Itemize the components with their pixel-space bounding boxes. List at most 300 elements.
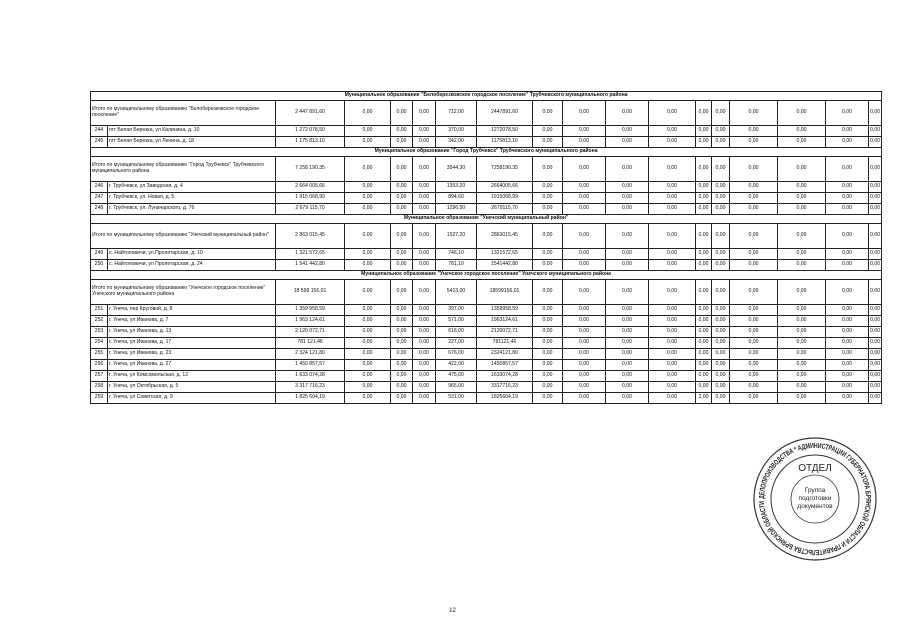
- value-cell: 3 317 716,23: [276, 382, 345, 393]
- value-cell: 531,00: [436, 393, 477, 404]
- value-cell: 0,00: [712, 371, 730, 382]
- row-number: 248: [91, 204, 108, 215]
- value-cell: 0,00: [730, 305, 778, 316]
- total-value-cell: 0,00: [696, 280, 712, 305]
- total-value-cell: 0,00: [649, 224, 696, 249]
- total-value-cell: 0,00: [712, 101, 730, 126]
- total-value-cell: 0,00: [413, 157, 436, 182]
- value-cell: 781 121,46: [276, 338, 345, 349]
- value-cell: 0,00: [696, 360, 712, 371]
- value-cell: 0,00: [563, 338, 606, 349]
- value-cell: 0,00: [826, 327, 869, 338]
- value-cell: 0,00: [712, 338, 730, 349]
- table-row: [91, 382, 882, 393]
- value-cell: 1 915 068,99: [276, 193, 345, 204]
- total-value-cell: 0,00: [778, 280, 826, 305]
- value-cell: 0,00: [778, 182, 826, 193]
- row-number: 247: [91, 193, 108, 204]
- value-cell: 0,00: [778, 327, 826, 338]
- value-cell: 0,00: [563, 349, 606, 360]
- stamp-top-text: ОТДЕЛ: [798, 463, 832, 474]
- value-cell: 0,00: [649, 182, 696, 193]
- value-cell: 0,00: [413, 193, 436, 204]
- value-cell: 0,00: [391, 126, 413, 137]
- value-cell: 0,00: [712, 137, 730, 148]
- stamp-inner-line: документов: [797, 503, 833, 510]
- row-number: 253: [91, 327, 108, 338]
- value-cell: 0,00: [391, 305, 413, 316]
- value-cell: 0,00: [606, 137, 649, 148]
- row-number: 257: [91, 371, 108, 382]
- value-cell: 965,00: [436, 382, 477, 393]
- total-value-cell: 0,00: [533, 101, 563, 126]
- value-cell: 3317716,23: [477, 382, 533, 393]
- value-cell: 397,00: [436, 305, 477, 316]
- total-value-cell: 0,00: [649, 157, 696, 182]
- value-cell: 0,00: [826, 338, 869, 349]
- value-cell: 0,00: [391, 338, 413, 349]
- value-cell: 0,00: [413, 182, 436, 193]
- address-cell: г. Унеча, ул Иванова, д. 17: [108, 338, 276, 349]
- value-cell: 1359958,59: [477, 305, 533, 316]
- value-cell: 0,00: [606, 182, 649, 193]
- value-cell: 0,00: [649, 204, 696, 215]
- value-cell: 0,00: [345, 360, 391, 371]
- value-cell: 0,00: [606, 204, 649, 215]
- value-cell: 1 175 813,10: [276, 137, 345, 148]
- value-cell: 0,00: [869, 316, 882, 327]
- value-cell: 0,00: [413, 316, 436, 327]
- address-cell: пгт Белая Березка, ул Калинина, д. 10: [108, 126, 276, 137]
- section-header-row: [91, 92, 882, 101]
- value-cell: 0,00: [826, 260, 869, 271]
- value-cell: 1915068,99: [477, 193, 533, 204]
- value-cell: 0,00: [533, 260, 563, 271]
- value-cell: 0,00: [778, 393, 826, 404]
- document-table: [90, 91, 882, 404]
- value-cell: 0,00: [606, 382, 649, 393]
- value-cell: 0,00: [826, 193, 869, 204]
- value-cell: 0,00: [696, 126, 712, 137]
- value-cell: 0,00: [826, 182, 869, 193]
- value-cell: 0,00: [533, 371, 563, 382]
- value-cell: 0,00: [869, 327, 882, 338]
- table-row: [91, 349, 882, 360]
- value-cell: 0,00: [826, 305, 869, 316]
- value-cell: 0,00: [712, 249, 730, 260]
- value-cell: 0,00: [712, 360, 730, 371]
- table-row: [91, 204, 882, 215]
- value-cell: 1 359 958,59: [276, 305, 345, 316]
- total-value-cell: 7 258 190,35: [276, 157, 345, 182]
- value-cell: 0,00: [413, 338, 436, 349]
- address-cell: г. Унеча, ул Иванова, д. 7: [108, 316, 276, 327]
- total-value-cell: 2447891,60: [477, 101, 533, 126]
- total-value-cell: 0,00: [696, 224, 712, 249]
- value-cell: 1 633 074,28: [276, 371, 345, 382]
- value-cell: 0,00: [869, 249, 882, 260]
- value-cell: 0,00: [606, 316, 649, 327]
- value-cell: 0,00: [391, 204, 413, 215]
- value-cell: 0,00: [826, 360, 869, 371]
- total-value-cell: 0,00: [391, 224, 413, 249]
- page-number: 12: [449, 608, 456, 614]
- value-cell: 0,00: [730, 126, 778, 137]
- table-row: [91, 327, 882, 338]
- row-number: 250: [91, 260, 108, 271]
- value-cell: 0,00: [826, 393, 869, 404]
- value-cell: 0,00: [696, 204, 712, 215]
- value-cell: 1296,50: [436, 204, 477, 215]
- value-cell: 0,00: [649, 382, 696, 393]
- value-cell: 0,00: [533, 382, 563, 393]
- value-cell: 0,00: [533, 204, 563, 215]
- value-cell: 0,00: [391, 260, 413, 271]
- value-cell: 0,00: [563, 193, 606, 204]
- total-value-cell: 0,00: [712, 157, 730, 182]
- value-cell: 0,00: [696, 182, 712, 193]
- table-row: [91, 305, 882, 316]
- value-cell: 1 825 604,19: [276, 393, 345, 404]
- value-cell: 0,00: [730, 371, 778, 382]
- total-value-cell: 0,00: [869, 101, 882, 126]
- total-value-cell: 2863015,45: [477, 224, 533, 249]
- department-stamp: [752, 436, 878, 562]
- value-cell: 0,00: [712, 193, 730, 204]
- value-cell: 0,00: [869, 382, 882, 393]
- value-cell: 0,00: [778, 371, 826, 382]
- table-row: [91, 338, 882, 349]
- total-label: Итого по муниципальному образованию "Город Трубчевск" Трубчевского муниципального района: [91, 157, 276, 182]
- value-cell: 0,00: [869, 193, 882, 204]
- value-cell: 0,00: [730, 260, 778, 271]
- value-cell: 0,00: [730, 204, 778, 215]
- value-cell: 0,00: [778, 316, 826, 327]
- value-cell: 0,00: [563, 126, 606, 137]
- value-cell: 0,00: [869, 349, 882, 360]
- value-cell: 0,00: [563, 382, 606, 393]
- total-value-cell: 0,00: [563, 224, 606, 249]
- value-cell: 0,00: [606, 126, 649, 137]
- stamp-inner-line: Группа: [804, 487, 826, 494]
- value-cell: 0,00: [730, 338, 778, 349]
- total-value-cell: 0,00: [345, 224, 391, 249]
- value-cell: 0,00: [826, 371, 869, 382]
- value-cell: 0,00: [826, 137, 869, 148]
- value-cell: 0,00: [533, 327, 563, 338]
- value-cell: 0,00: [391, 393, 413, 404]
- section-total-row: [91, 157, 882, 182]
- value-cell: 0,00: [563, 371, 606, 382]
- total-value-cell: 0,00: [345, 157, 391, 182]
- value-cell: 0,00: [606, 249, 649, 260]
- section-total-row: [91, 224, 882, 249]
- value-cell: 0,00: [649, 126, 696, 137]
- value-cell: 0,00: [696, 371, 712, 382]
- value-cell: 0,00: [345, 204, 391, 215]
- table-row: [91, 260, 882, 271]
- value-cell: 0,00: [869, 371, 882, 382]
- value-cell: 676,00: [436, 349, 477, 360]
- value-cell: 0,00: [606, 260, 649, 271]
- value-cell: 0,00: [563, 137, 606, 148]
- value-cell: 0,00: [391, 137, 413, 148]
- value-cell: 0,00: [649, 193, 696, 204]
- total-value-cell: 18 599 156,01: [276, 280, 345, 305]
- value-cell: 781121,46: [477, 338, 533, 349]
- address-cell: г. Унеча, ул Иванова, д. 27: [108, 360, 276, 371]
- value-cell: 0,00: [778, 349, 826, 360]
- value-cell: 0,00: [696, 349, 712, 360]
- value-cell: 571,00: [436, 316, 477, 327]
- address-cell: г. Трубчевск, ул Заводская, д. 4: [108, 182, 276, 193]
- total-value-cell: 0,00: [391, 280, 413, 305]
- value-cell: 0,00: [413, 126, 436, 137]
- value-cell: 0,00: [778, 305, 826, 316]
- total-label: Итого по муниципальному образованию "Унечское городское поселение" Унечского муниципального района: [91, 280, 276, 305]
- total-value-cell: 0,00: [730, 280, 778, 305]
- address-cell: г. Трубчевск, ул. Луначарского, д. 76: [108, 204, 276, 215]
- value-cell: 0,00: [345, 327, 391, 338]
- value-cell: 0,00: [533, 137, 563, 148]
- table-row: [91, 393, 882, 404]
- value-cell: 0,00: [778, 382, 826, 393]
- table-row: [91, 126, 882, 137]
- value-cell: 0,00: [778, 249, 826, 260]
- value-cell: 0,00: [696, 137, 712, 148]
- total-value-cell: 0,00: [649, 101, 696, 126]
- total-value-cell: 0,00: [869, 280, 882, 305]
- row-number: 256: [91, 360, 108, 371]
- row-number: 255: [91, 349, 108, 360]
- value-cell: 227,00: [436, 338, 477, 349]
- address-cell: г. Унеча, ул Октябрьская, д. 5: [108, 382, 276, 393]
- value-cell: 1963124,61: [477, 316, 533, 327]
- total-label: Итого по муниципальному образованию "Унечский муниципальный район": [91, 224, 276, 249]
- value-cell: 0,00: [413, 327, 436, 338]
- value-cell: 1175813,10: [477, 137, 533, 148]
- value-cell: 2 664 005,66: [276, 182, 345, 193]
- value-cell: 0,00: [869, 137, 882, 148]
- value-cell: 0,00: [413, 305, 436, 316]
- value-cell: 0,00: [730, 349, 778, 360]
- address-cell: г. Унеча, ул Иванова, д. 23: [108, 349, 276, 360]
- value-cell: 0,00: [712, 126, 730, 137]
- value-cell: 0,00: [345, 338, 391, 349]
- value-cell: 0,00: [606, 393, 649, 404]
- value-cell: 0,00: [730, 182, 778, 193]
- value-cell: 781,10: [436, 260, 477, 271]
- value-cell: 0,00: [606, 360, 649, 371]
- section-header-row: [91, 148, 882, 157]
- value-cell: 0,00: [563, 260, 606, 271]
- value-cell: 0,00: [391, 182, 413, 193]
- value-cell: 0,00: [345, 382, 391, 393]
- total-value-cell: 0,00: [826, 224, 869, 249]
- address-cell: г. Унеча, ул Советская, д. 9: [108, 393, 276, 404]
- value-cell: 0,00: [345, 316, 391, 327]
- total-value-cell: 0,00: [696, 101, 712, 126]
- value-cell: 0,00: [649, 360, 696, 371]
- value-cell: 475,00: [436, 371, 477, 382]
- value-cell: 0,00: [712, 349, 730, 360]
- total-value-cell: 2 863 015,45: [276, 224, 345, 249]
- total-value-cell: 0,00: [413, 280, 436, 305]
- total-value-cell: 0,00: [606, 224, 649, 249]
- value-cell: 0,00: [533, 126, 563, 137]
- value-cell: 1450857,57: [477, 360, 533, 371]
- table-row: [91, 193, 882, 204]
- value-cell: 0,00: [696, 305, 712, 316]
- value-cell: 0,00: [712, 182, 730, 193]
- total-value-cell: 0,00: [391, 101, 413, 126]
- total-value-cell: 712,00: [436, 101, 477, 126]
- value-cell: 0,00: [606, 193, 649, 204]
- total-value-cell: 0,00: [778, 157, 826, 182]
- value-cell: 0,00: [869, 260, 882, 271]
- address-cell: с. Найтоповичи, ул Пролетарская, д. 24: [108, 260, 276, 271]
- value-cell: 0,00: [533, 316, 563, 327]
- value-cell: 0,00: [533, 193, 563, 204]
- total-value-cell: 0,00: [696, 157, 712, 182]
- section-total-row: [91, 280, 882, 305]
- value-cell: 1272078,50: [477, 126, 533, 137]
- section-title: Муниципальное образование "Унечский муниципальный район": [91, 215, 882, 224]
- value-cell: 0,00: [696, 316, 712, 327]
- value-cell: 0,00: [696, 260, 712, 271]
- value-cell: 1 272 078,50: [276, 126, 345, 137]
- value-cell: 0,00: [826, 204, 869, 215]
- table-row: [91, 249, 882, 260]
- value-cell: 0,00: [869, 182, 882, 193]
- value-cell: 1 963 124,61: [276, 316, 345, 327]
- value-cell: 0,00: [649, 260, 696, 271]
- value-cell: 0,00: [533, 349, 563, 360]
- stamp-inner-line: подготовки: [798, 495, 832, 502]
- total-value-cell: 0,00: [391, 157, 413, 182]
- value-cell: 0,00: [778, 137, 826, 148]
- value-cell: 0,00: [533, 338, 563, 349]
- value-cell: 0,00: [391, 371, 413, 382]
- total-value-cell: 0,00: [606, 280, 649, 305]
- value-cell: 0,00: [869, 360, 882, 371]
- value-cell: 0,00: [533, 249, 563, 260]
- total-value-cell: 0,00: [730, 157, 778, 182]
- total-value-cell: 0,00: [563, 280, 606, 305]
- section-header-row: [91, 271, 882, 280]
- value-cell: 0,00: [826, 249, 869, 260]
- value-cell: 2120072,71: [477, 327, 533, 338]
- value-cell: 0,00: [696, 338, 712, 349]
- value-cell: 0,00: [712, 204, 730, 215]
- value-cell: 0,00: [730, 249, 778, 260]
- value-cell: 0,00: [778, 338, 826, 349]
- value-cell: 0,00: [606, 338, 649, 349]
- total-value-cell: 0,00: [869, 157, 882, 182]
- total-value-cell: 0,00: [712, 280, 730, 305]
- value-cell: 0,00: [413, 260, 436, 271]
- row-number: 244: [91, 126, 108, 137]
- value-cell: 0,00: [391, 360, 413, 371]
- value-cell: 0,00: [391, 316, 413, 327]
- value-cell: 0,00: [345, 260, 391, 271]
- value-cell: 746,10: [436, 249, 477, 260]
- value-cell: 0,00: [413, 360, 436, 371]
- value-cell: 1825604,19: [477, 393, 533, 404]
- value-cell: 1633074,28: [477, 371, 533, 382]
- value-cell: 0,00: [826, 126, 869, 137]
- value-cell: 0,00: [649, 305, 696, 316]
- value-cell: 0,00: [413, 137, 436, 148]
- total-value-cell: 0,00: [606, 157, 649, 182]
- total-value-cell: 3544,30: [436, 157, 477, 182]
- value-cell: 0,00: [649, 327, 696, 338]
- value-cell: 0,00: [345, 349, 391, 360]
- value-cell: 0,00: [778, 193, 826, 204]
- value-cell: 0,00: [533, 182, 563, 193]
- value-cell: 2 679 115,70: [276, 204, 345, 215]
- value-cell: 0,00: [563, 393, 606, 404]
- value-cell: 0,00: [696, 382, 712, 393]
- value-cell: 1353,20: [436, 182, 477, 193]
- value-cell: 0,00: [563, 360, 606, 371]
- section-header-row: [91, 215, 882, 224]
- table-row: [91, 182, 882, 193]
- value-cell: 0,00: [826, 316, 869, 327]
- value-cell: 0,00: [778, 126, 826, 137]
- total-value-cell: 0,00: [606, 101, 649, 126]
- value-cell: 0,00: [826, 382, 869, 393]
- total-value-cell: 0,00: [826, 157, 869, 182]
- value-cell: 0,00: [391, 193, 413, 204]
- total-value-cell: 0,00: [778, 224, 826, 249]
- value-cell: 0,00: [778, 260, 826, 271]
- total-label: Итого по муниципальному образованию "Белоберезковское городское поселение": [91, 101, 276, 126]
- value-cell: 0,00: [345, 126, 391, 137]
- section-total-row: [91, 101, 882, 126]
- value-cell: 0,00: [391, 382, 413, 393]
- value-cell: 0,00: [712, 305, 730, 316]
- total-value-cell: 0,00: [345, 101, 391, 126]
- section-title: Муниципальное образование "Белоберезковское городское поселение" Трубчевского муниципального района: [91, 92, 882, 101]
- section-title: Муниципальное образование "Город Трубчевск" Трубчевского муниципального района: [91, 148, 882, 157]
- value-cell: 1 321 572,65: [276, 249, 345, 260]
- value-cell: 0,00: [712, 382, 730, 393]
- total-value-cell: 2 447 891,60: [276, 101, 345, 126]
- row-number: 252: [91, 316, 108, 327]
- total-value-cell: 0,00: [563, 101, 606, 126]
- total-value-cell: 1527,20: [436, 224, 477, 249]
- total-value-cell: 0,00: [533, 157, 563, 182]
- total-value-cell: 0,00: [826, 280, 869, 305]
- value-cell: 0,00: [413, 393, 436, 404]
- row-number: 249: [91, 249, 108, 260]
- value-cell: 0,00: [391, 349, 413, 360]
- stamp-ring-text: ДЕЛОПРОИЗВОДСТВА * АДМИНИСТРАЦИИ ГУБЕРНАТОРА БРЯНСКОЙ ОБЛАСТИ И ПРАВИТЕЛЬСТВА БРЯНСКОЙ ОБЛАСТИ: [756, 440, 874, 558]
- value-cell: 0,00: [391, 249, 413, 260]
- value-cell: 0,00: [606, 305, 649, 316]
- table-row: [91, 137, 882, 148]
- value-cell: 0,00: [606, 349, 649, 360]
- value-cell: 0,00: [730, 327, 778, 338]
- address-cell: с. Найтоповичи, ул.Пролетарская, д. 10: [108, 249, 276, 260]
- value-cell: 0,00: [712, 393, 730, 404]
- table-row: [91, 360, 882, 371]
- address-cell: г. Унеча, ул Комсомольская, д. 12: [108, 371, 276, 382]
- row-number: 258: [91, 382, 108, 393]
- value-cell: 0,00: [869, 305, 882, 316]
- value-cell: 0,00: [730, 382, 778, 393]
